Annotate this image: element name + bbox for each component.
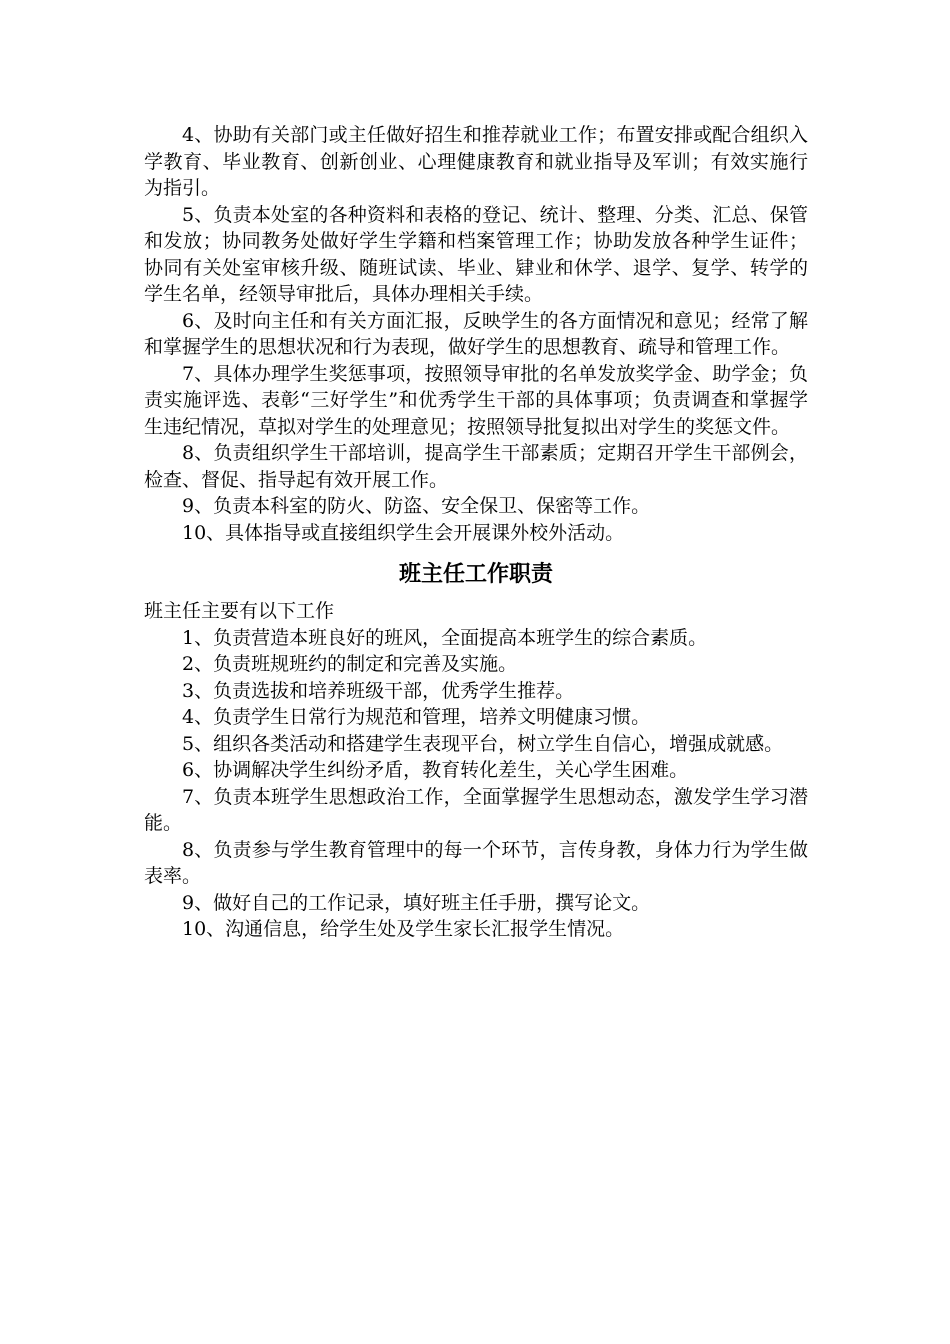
section-title: 班主任工作职责: [398, 562, 553, 587]
head-teacher-item-1: 1、负责营造本班良好的班风，全面提高本班学生的综合素质。: [182, 626, 708, 649]
head-teacher-item-7: 7、负责本班学生思想政治工作，全面掌握学生思想动态，激发学生学习潜能。: [144, 785, 808, 834]
duty-item-5: 5、负责本处室的各种资料和表格的登记、统计、整理、分类、汇总、保管和发放；协同教务处做好学生学籍和档案管理工作；协助发放各种学生证件；协同有关处室审核升级、随班试读、毕业、肄业和休学、退学、复学、转学的学生名单，经领导审批后，具体办理相关手续。: [144, 203, 808, 305]
duty-item-7: 7、具体办理学生奖惩事项，按照领导审批的名单发放奖学金、助学金；负责实施评选、表彰“三好学生”和优秀学生干部的具体事项；负责调查和掌握学生违纪情况，草拟对学生的处理意见；按照领导批复拟出对学生的奖惩文件。: [144, 362, 808, 438]
duty-item-8: 8、负责组织学生干部培训，提高学生干部素质；定期召开学生干部例会，检查、督促、指导起有效开展工作。: [144, 442, 808, 491]
duty-item-9: 9、负责本科室的防火、防盗、安全保卫、保密等工作。: [182, 495, 651, 517]
head-teacher-item-2: 2、负责班规班约的制定和完善及实施。: [182, 653, 518, 675]
head-teacher-item-4: 4、负责学生日常行为规范和管理，培养文明健康习惯。: [182, 706, 651, 728]
duty-item-4: 4、协助有关部门或主任做好招生和推荐就业工作；布置安排或配合组织入学教育、毕业教育、创新创业、心理健康教育和就业指导及军训；有效实施行为指引。: [144, 124, 808, 199]
head-teacher-item-10: 10、沟通信息，给学生处及学生家长汇报学生情况。: [182, 918, 625, 940]
head-teacher-item-9: 9、做好自己的工作记录，填好班主任手册，撰写论文。: [182, 891, 651, 914]
head-teacher-item-6: 6、协调解决学生纠纷矛盾，教育转化差生，关心学生困难。: [182, 759, 689, 781]
student-office-duties-list: [144, 122, 808, 546]
head-teacher-item-3: 3、负责选拔和培养班级干部，优秀学生推荐。: [182, 679, 575, 702]
head-teacher-duties-list: [144, 598, 808, 943]
document-page: [144, 122, 808, 943]
head-teacher-item-8: 8、负责参与学生教育管理中的每一个环节，言传身教，身体力行为学生做表率。: [144, 838, 808, 887]
duty-item-6: 6、及时向主任和有关方面汇报，反映学生的各方面情况和意见；经常了解和掌握学生的思想状况和行为表现，做好学生的思想教育、疏导和管理工作。: [144, 309, 808, 358]
section-intro: 班主任主要有以下工作: [144, 600, 335, 622]
head-teacher-item-5: 5、组织各类活动和搭建学生表现平台，树立学生自信心，增强成就感。: [182, 732, 784, 755]
duty-item-10: 10、具体指导或直接组织学生会开展课外校外活动。: [182, 521, 625, 544]
